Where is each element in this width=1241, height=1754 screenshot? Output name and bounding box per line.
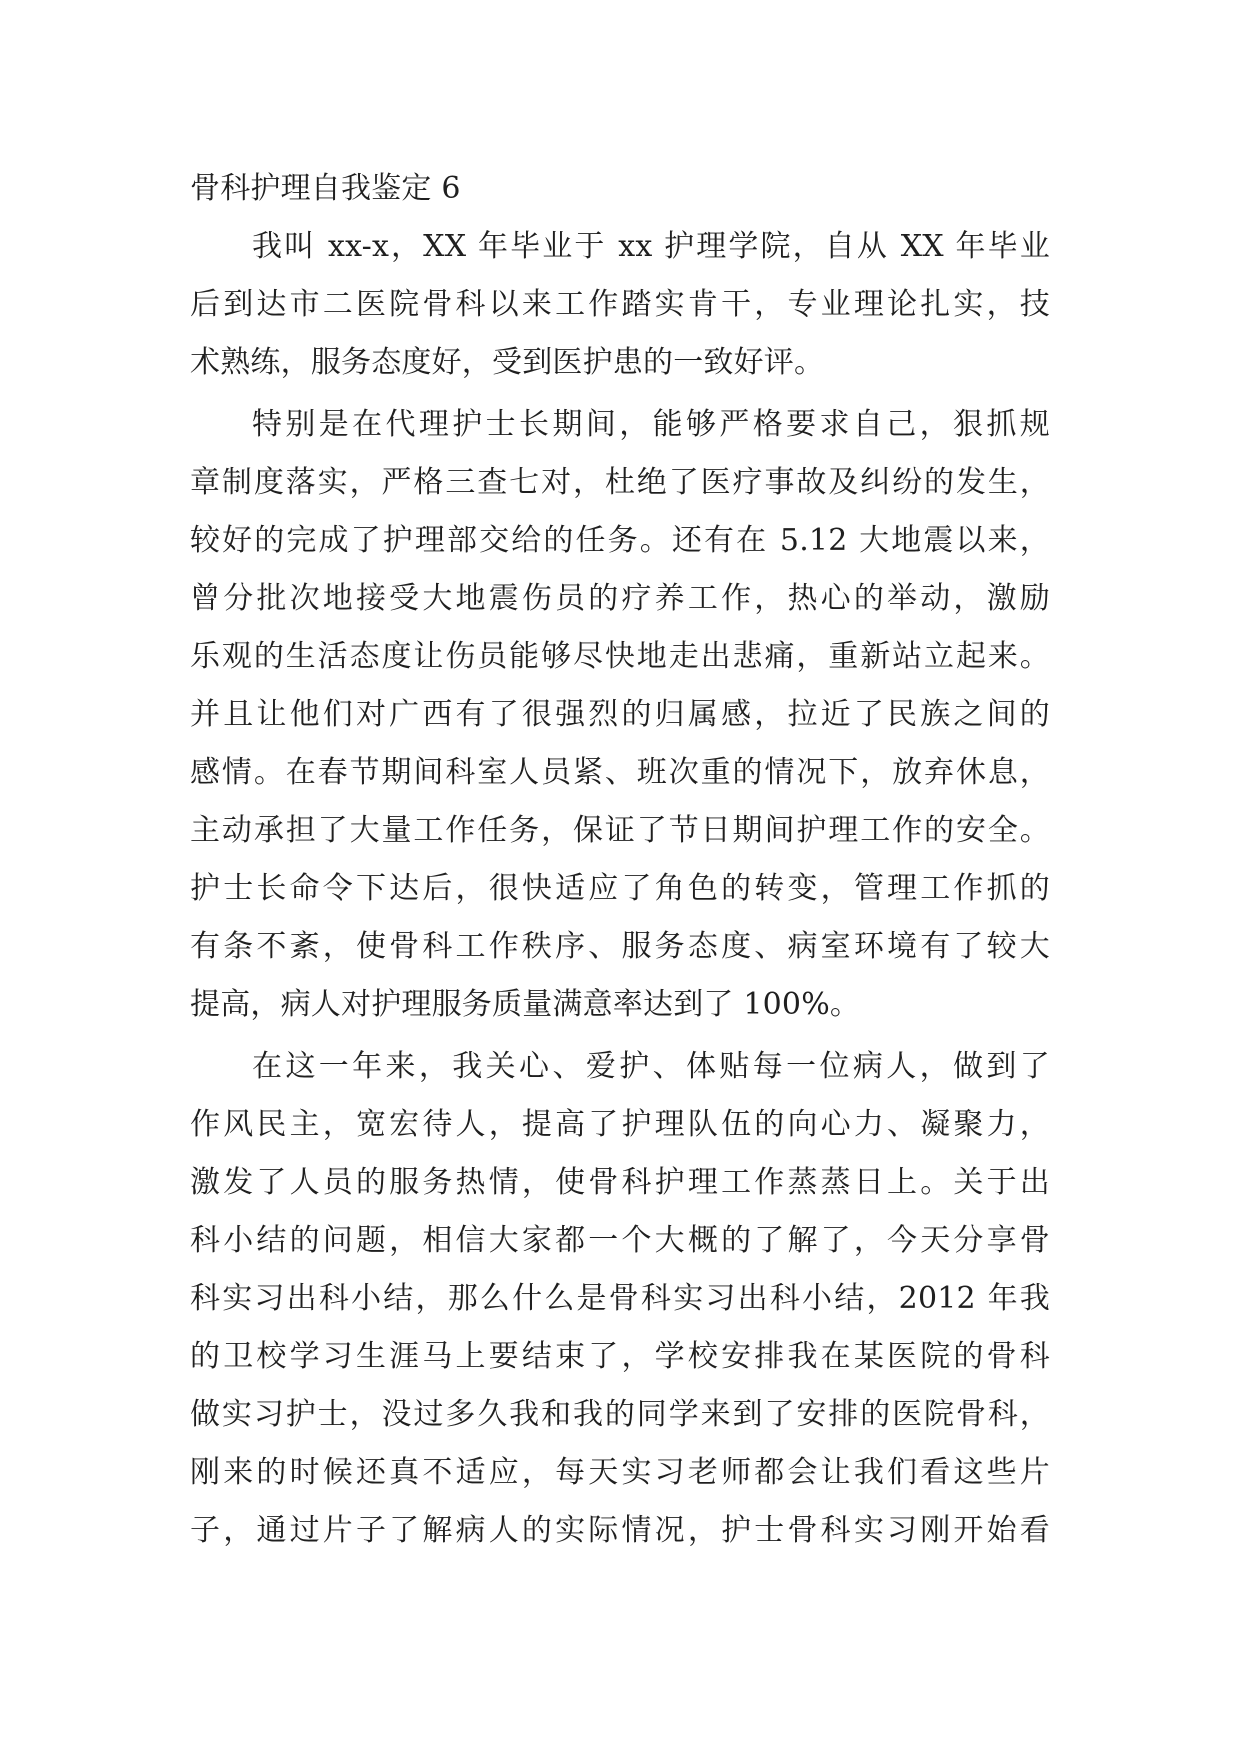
paragraph-line: 曾分批次地接受大地震伤员的疗养工作，热心的举动，激励 [190, 581, 1050, 616]
paragraph-1 [190, 218, 1050, 392]
paragraph-line: 较好的完成了护理部交给的任务。还有在 5.12 大地震以来， [190, 523, 1050, 558]
paragraph-line: 有条不紊，使骨科工作秩序、服务态度、病室环境有了较大 [190, 929, 1050, 964]
paragraph-line: 科实习出科小结，那么什么是骨科实习出科小结，2012 年我 [190, 1281, 1050, 1316]
paragraph-line: 在这一年来，我关心、爱护、体贴每一位病人，做到了 [252, 1049, 1050, 1084]
paragraph-3 [190, 1038, 1050, 1560]
document-body [190, 160, 1050, 1560]
paragraph-line: 的卫校学习生涯马上要结束了，学校安排我在某医院的骨科 [190, 1339, 1050, 1374]
paragraph-line: 术熟练，服务态度好，受到医护患的一致好评。 [190, 345, 825, 380]
paragraph-2 [190, 396, 1050, 1034]
paragraph-line: 感情。在春节期间科室人员紧、班次重的情况下，放弃休息， [190, 755, 1050, 790]
paragraph-line: 科小结的问题，相信大家都一个大概的了解了，今天分享骨 [190, 1223, 1050, 1258]
paragraph-line: 子，通过片子了解病人的实际情况，护士骨科实习刚开始看 [190, 1513, 1050, 1548]
paragraph-line: 主动承担了大量工作任务，保证了节日期间护理工作的安全。 [190, 813, 1050, 848]
paragraph-line: 乐观的生活态度让伤员能够尽快地走出悲痛，重新站立起来。 [190, 639, 1050, 674]
paragraph-line: 提高，病人对护理服务质量满意率达到了 100%。 [190, 987, 861, 1022]
paragraph-line: 刚来的时候还真不适应，每天实习老师都会让我们看这些片 [190, 1455, 1050, 1490]
paragraph-line: 章制度落实，严格三查七对，杜绝了医疗事故及纠纷的发生， [190, 465, 1050, 500]
document-title: 骨科护理自我鉴定 6 [190, 171, 461, 206]
paragraph-line: 作风民主，宽宏待人，提高了护理队伍的向心力、凝聚力， [190, 1107, 1050, 1142]
paragraph-line: 我叫 xx-x，XX 年毕业于 xx 护理学院，自从 XX 年毕业 [252, 229, 1050, 264]
paragraph-line: 特别是在代理护士长期间，能够严格要求自己，狠抓规 [252, 407, 1050, 442]
paragraph-line: 激发了人员的服务热情，使骨科护理工作蒸蒸日上。关于出 [190, 1165, 1050, 1200]
paragraph-line: 后到达市二医院骨科以来工作踏实肯干，专业理论扎实，技 [190, 287, 1050, 322]
paragraph-line: 护士长命令下达后，很快适应了角色的转变，管理工作抓的 [190, 871, 1050, 906]
paragraph-line: 做实习护士，没过多久我和我的同学来到了安排的医院骨科， [190, 1397, 1050, 1432]
paragraph-line: 并且让他们对广西有了很强烈的归属感，拉近了民族之间的 [190, 697, 1050, 732]
